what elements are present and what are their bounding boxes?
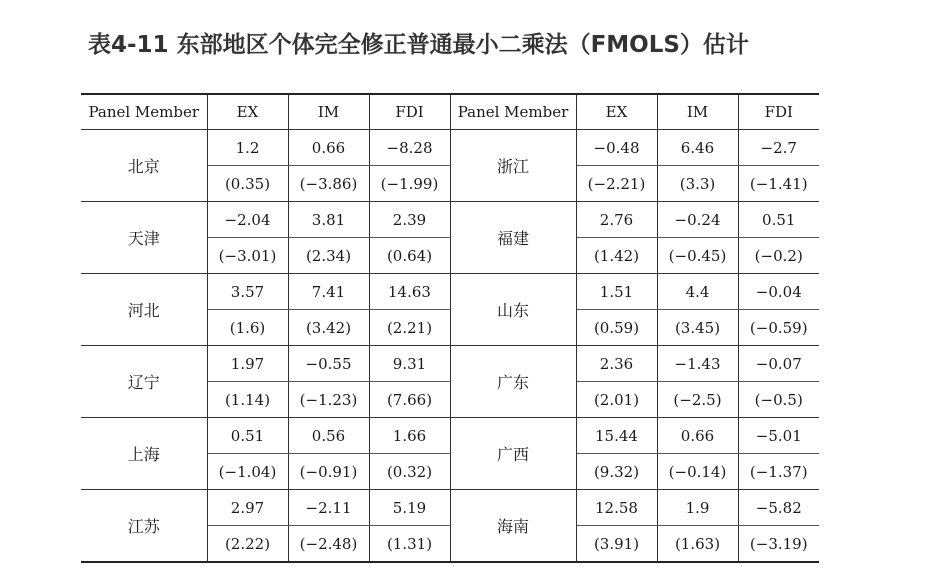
- coefficient-cell: 9.31: [369, 346, 450, 382]
- coefficient-cell: 2.97: [207, 490, 288, 526]
- t-statistic-cell: (−3.19): [738, 526, 819, 563]
- t-statistic-cell: (2.22): [207, 526, 288, 563]
- panel-member-name: 山东: [450, 274, 576, 346]
- coefficient-cell: 0.66: [657, 418, 738, 454]
- coefficient-cell: −5.82: [738, 490, 819, 526]
- t-statistic-cell: (1.31): [369, 526, 450, 563]
- t-statistic-cell: (1.63): [657, 526, 738, 563]
- t-statistic-cell: (2.34): [288, 238, 369, 274]
- coefficient-cell: 14.63: [369, 274, 450, 310]
- t-statistic-cell: (−1.23): [288, 382, 369, 418]
- coefficient-cell: 2.39: [369, 202, 450, 238]
- header-ex-right: EX: [576, 94, 657, 130]
- coefficient-cell: 1.66: [369, 418, 450, 454]
- t-statistic-cell: (−0.14): [657, 454, 738, 490]
- t-statistic-cell: (−2.5): [657, 382, 738, 418]
- coefficient-cell: 6.46: [657, 130, 738, 166]
- page-title: 表4-11 东部地区个体完全修正普通最小二乘法（FMOLS）估计: [88, 32, 749, 58]
- fmols-estimates-table: [81, 93, 819, 563]
- coefficient-cell: 0.66: [288, 130, 369, 166]
- coefficient-cell: 3.57: [207, 274, 288, 310]
- t-statistic-cell: (7.66): [369, 382, 450, 418]
- panel-member-name: 广东: [450, 346, 576, 418]
- coefficient-cell: 1.51: [576, 274, 657, 310]
- t-statistic-cell: (0.35): [207, 166, 288, 202]
- coefficient-cell: 1.9: [657, 490, 738, 526]
- coefficient-cell: 12.58: [576, 490, 657, 526]
- coefficient-cell: −5.01: [738, 418, 819, 454]
- table-row-coefficients: [81, 418, 819, 454]
- coefficient-cell: −0.04: [738, 274, 819, 310]
- header-im: IM: [288, 94, 369, 130]
- t-statistic-cell: (−1.99): [369, 166, 450, 202]
- coefficient-cell: −0.48: [576, 130, 657, 166]
- t-statistic-cell: (−1.04): [207, 454, 288, 490]
- t-statistic-cell: (−1.37): [738, 454, 819, 490]
- coefficient-cell: 15.44: [576, 418, 657, 454]
- panel-member-name: 江苏: [81, 490, 207, 563]
- table-row-coefficients: [81, 202, 819, 238]
- header-im-right: IM: [657, 94, 738, 130]
- coefficient-cell: 4.4: [657, 274, 738, 310]
- t-statistic-cell: (−3.01): [207, 238, 288, 274]
- t-statistic-cell: (−1.41): [738, 166, 819, 202]
- t-statistic-cell: (0.64): [369, 238, 450, 274]
- coefficient-cell: 0.51: [738, 202, 819, 238]
- header-ex: EX: [207, 94, 288, 130]
- panel-member-name: 北京: [81, 130, 207, 202]
- t-statistic-cell: (−2.21): [576, 166, 657, 202]
- coefficient-cell: −2.11: [288, 490, 369, 526]
- t-statistic-cell: (1.14): [207, 382, 288, 418]
- panel-member-name: 浙江: [450, 130, 576, 202]
- coefficient-cell: 2.36: [576, 346, 657, 382]
- coefficient-cell: 3.81: [288, 202, 369, 238]
- table-row-coefficients: [81, 130, 819, 166]
- coefficient-cell: 1.2: [207, 130, 288, 166]
- panel-member-name: 上海: [81, 418, 207, 490]
- coefficient-cell: −0.07: [738, 346, 819, 382]
- coefficient-cell: 0.56: [288, 418, 369, 454]
- coefficient-cell: 7.41: [288, 274, 369, 310]
- t-statistic-cell: (1.6): [207, 310, 288, 346]
- table-row-coefficients: [81, 274, 819, 310]
- header-panel-member: Panel Member: [81, 94, 207, 130]
- t-statistic-cell: (3.42): [288, 310, 369, 346]
- panel-member-name: 海南: [450, 490, 576, 563]
- panel-member-name: 福建: [450, 202, 576, 274]
- t-statistic-cell: (−0.91): [288, 454, 369, 490]
- coefficient-cell: −8.28: [369, 130, 450, 166]
- t-statistic-cell: (−0.59): [738, 310, 819, 346]
- t-statistic-cell: (1.42): [576, 238, 657, 274]
- coefficient-cell: 2.76: [576, 202, 657, 238]
- header-fdi: FDI: [369, 94, 450, 130]
- table-row-coefficients: [81, 346, 819, 382]
- table-header-row: [81, 94, 819, 130]
- coefficient-cell: −0.24: [657, 202, 738, 238]
- t-statistic-cell: (−3.86): [288, 166, 369, 202]
- t-statistic-cell: (−0.45): [657, 238, 738, 274]
- t-statistic-cell: (3.3): [657, 166, 738, 202]
- t-statistic-cell: (2.01): [576, 382, 657, 418]
- t-statistic-cell: (−0.5): [738, 382, 819, 418]
- t-statistic-cell: (−0.2): [738, 238, 819, 274]
- t-statistic-cell: (0.32): [369, 454, 450, 490]
- coefficient-cell: −2.04: [207, 202, 288, 238]
- t-statistic-cell: (−2.48): [288, 526, 369, 563]
- panel-member-name: 河北: [81, 274, 207, 346]
- t-statistic-cell: (2.21): [369, 310, 450, 346]
- header-panel-member-right: Panel Member: [450, 94, 576, 130]
- coefficient-cell: −1.43: [657, 346, 738, 382]
- t-statistic-cell: (9.32): [576, 454, 657, 490]
- coefficient-cell: 5.19: [369, 490, 450, 526]
- t-statistic-cell: (3.45): [657, 310, 738, 346]
- panel-member-name: 辽宁: [81, 346, 207, 418]
- coefficient-cell: 0.51: [207, 418, 288, 454]
- coefficient-cell: −2.7: [738, 130, 819, 166]
- coefficient-cell: 1.97: [207, 346, 288, 382]
- table-row-coefficients: [81, 490, 819, 526]
- header-fdi-right: FDI: [738, 94, 819, 130]
- t-statistic-cell: (3.91): [576, 526, 657, 563]
- t-statistic-cell: (0.59): [576, 310, 657, 346]
- coefficient-cell: −0.55: [288, 346, 369, 382]
- panel-member-name: 广西: [450, 418, 576, 490]
- panel-member-name: 天津: [81, 202, 207, 274]
